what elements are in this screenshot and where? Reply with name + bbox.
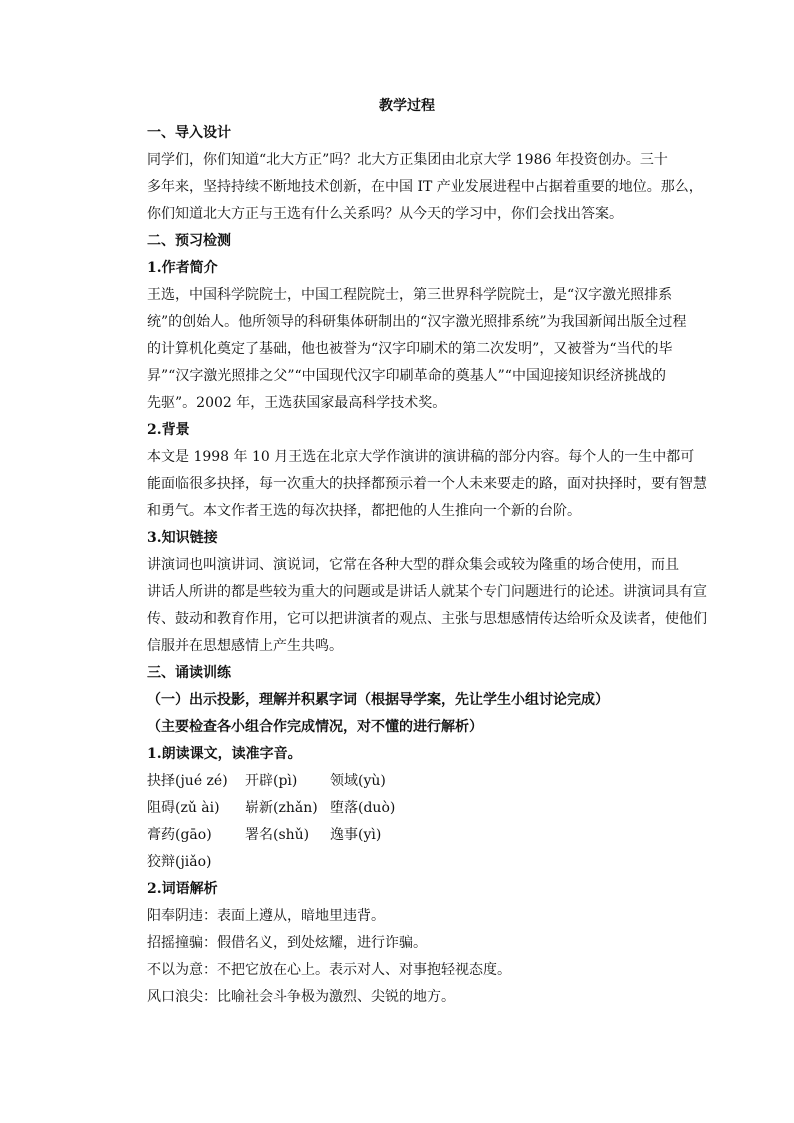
knowledge-line-2: 讲话人所讲的都是些较为重大的问题或是讲话人就某个专门问题进行的论述。讲演词具有宣 — [147, 584, 707, 600]
pronunciation-item: 膏药(gāo) — [147, 827, 212, 843]
background-line-1: 本文是 1998 年 10 月王选在北京大学作演讲的演讲稿的部分内容。每个人的一生中都可 — [147, 449, 695, 465]
pronunciation-item: 阻碍(zǔ ài) — [147, 800, 220, 816]
intro-line-3: 你们知道北大方正与王选有什么关系吗？从今天的学习中，你们会找出答案。 — [147, 206, 623, 222]
knowledge-line-4: 信服并在思想感情上产生共鸣。 — [147, 638, 343, 654]
author-line-3: 的计算机化奠定了基础，他也被誉为“汉字印刷术的第二次发明”，又被誉为“当代的毕 — [147, 341, 673, 357]
vocab-heading: 2.词语解析 — [147, 881, 218, 897]
pronunciation-item: 堕落(duò) — [330, 800, 396, 816]
knowledge-heading: 3.知识链接 — [147, 530, 218, 546]
pronunciation-item: 开辟(pì) — [245, 773, 298, 789]
definition-item: 不以为意：不把它放在心上。表示对人、对事抱轻视态度。 — [147, 962, 511, 978]
definition-item: 风口浪尖：比喻社会斗争极为激烈、尖锐的地方。 — [147, 989, 455, 1005]
background-line-3: 和勇气。本文作者王选的每次抉择，都把他的人生推向一个新的台阶。 — [147, 503, 581, 519]
page-title: 教学过程 — [379, 98, 435, 114]
pronunciation-item: 狡辩(jiǎo) — [147, 854, 212, 870]
pronunciation-row — [147, 849, 667, 876]
definition-item: 阳奉阴违：表面上遵从，暗地里违背。 — [147, 908, 385, 924]
projection-note: （一）出示投影，理解并积累字词（根据导学案，先让学生小组讨论完成） — [147, 692, 609, 708]
knowledge-line-3: 传、鼓动和教育作用，它可以把讲演者的观点、主张与思想感情传达给听众及读者，使他们 — [147, 611, 707, 627]
pronunciation-item: 领域(yù) — [330, 773, 386, 789]
author-line-2: 统”的创始人。他所领导的科研集体研制出的“汉字激光照排系统”为我国新闻出版全过程 — [147, 314, 687, 330]
pronunciation-item: 署名(shǔ) — [245, 827, 310, 843]
pronunciation-item: 逸事(yì) — [330, 827, 382, 843]
check-note: （主要检查各小组合作完成情况，对不懂的进行解析） — [147, 719, 483, 735]
pronunciation-row — [147, 795, 667, 822]
background-line-2: 能面临很多抉择，每一次重大的抉择都预示着一个人未来要走的路，面对抉择时，要有智慧 — [147, 476, 707, 492]
author-line-5: 先驱”。2002 年，王选获国家最高科学技术奖。 — [147, 395, 447, 411]
pronunciation-item: 崭新(zhǎn) — [245, 800, 318, 816]
section-heading-preview: 二、预习检测 — [147, 233, 231, 249]
definition-item: 招摇撞骗：假借名义，到处炫耀，进行诈骗。 — [147, 935, 427, 951]
document-page — [147, 96, 707, 1011]
knowledge-line-1: 讲演词也叫演讲词、演说词，它常在各种大型的群众集会或较为隆重的场合使用，而且 — [147, 557, 679, 573]
section-heading-reading: 三、诵读训练 — [147, 665, 231, 681]
author-line-4: 昇”“汉字激光照排之父”“中国现代汉字印刷革命的奠基人”“中国迎接知识经济挑战的 — [147, 368, 666, 384]
intro-line-1: 同学们，你们知道“北大方正”吗？北大方正集团由北京大学 1986 年投资创办。三十 — [147, 152, 668, 168]
pronunciation-row — [147, 822, 667, 849]
pronunciation-row — [147, 768, 667, 795]
read-aloud-heading: 1.朗读课文，读准字音。 — [147, 746, 302, 762]
background-heading: 2.背景 — [147, 422, 190, 438]
section-heading-intro: 一、导入设计 — [147, 125, 231, 141]
pronunciation-item: 抉择(jué zé) — [147, 773, 228, 789]
author-heading: 1.作者简介 — [147, 260, 218, 276]
author-line-1: 王选，中国科学院院士，中国工程院院士，第三世界科学院院士，是“汉字激光照排系 — [147, 287, 673, 303]
intro-line-2: 多年来，坚持持续不断地技术创新，在中国 IT 产业发展进程中占据着重要的地位。那么， — [147, 179, 703, 195]
